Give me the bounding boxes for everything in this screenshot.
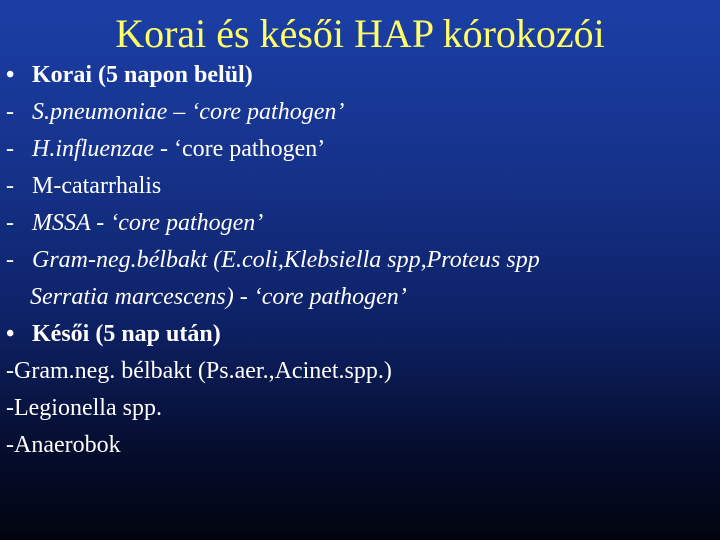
list-item-text: Serratia marcescens) - ‘core pathogen’ <box>30 284 407 310</box>
dash-marker: - <box>6 136 14 162</box>
list-item-text: -Anaerobok <box>6 432 121 458</box>
list-item-mssa <box>6 206 714 243</box>
list-item-text: Gram-neg.bélbakt (E.coli,Klebsiella spp,Proteus spp <box>32 247 540 273</box>
dash-marker: - <box>6 173 14 199</box>
list-item-spneumoniae <box>6 95 714 132</box>
list-item-text: -Legionella spp. <box>6 395 162 421</box>
list-item-text: Késői (5 nap után) <box>32 321 221 347</box>
list-item-mcatarrhalis <box>6 169 714 206</box>
list-item-text: S.pneumoniae – ‘core pathogen’ <box>32 99 345 125</box>
list-item-hinfluenzae <box>6 132 714 169</box>
list-item-gram-neg-continued <box>6 280 714 317</box>
list-item-late-gram-neg <box>6 354 714 391</box>
dash-marker: - <box>6 99 14 125</box>
list-item-late-heading <box>6 317 714 354</box>
dash-marker: - <box>6 247 14 273</box>
list-item-text <box>32 132 325 166</box>
bullet-marker: • <box>6 321 15 347</box>
organism-name: H.influenzae <box>32 136 154 162</box>
list-item-anaerobes <box>6 428 714 465</box>
slide-body <box>6 58 714 465</box>
list-item-text: -Gram.neg. bélbakt (Ps.aer.,Acinet.spp.) <box>6 358 392 384</box>
list-item-text: MSSA - ‘core pathogen’ <box>32 210 264 236</box>
list-item-text: M-catarrhalis <box>32 173 162 199</box>
list-item-legionella <box>6 391 714 428</box>
bullet-marker: • <box>6 62 15 88</box>
list-item-text: Korai (5 napon belül) <box>32 62 253 88</box>
organism-note: - ‘core pathogen’ <box>153 136 326 162</box>
list-item-early-heading <box>6 58 714 95</box>
list-item-gram-neg <box>6 243 714 280</box>
dash-marker: - <box>6 210 14 236</box>
slide-title: Korai és késői HAP kórokozói <box>115 11 605 56</box>
